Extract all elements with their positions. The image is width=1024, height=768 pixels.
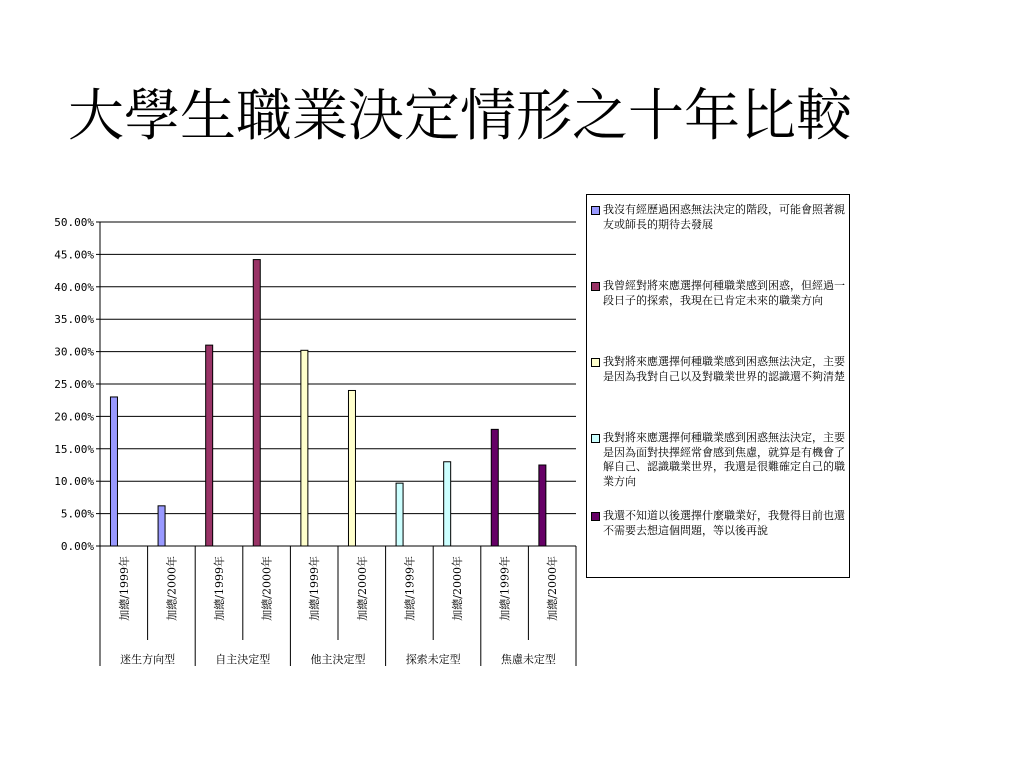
legend-swatch-series-4 xyxy=(591,434,600,443)
legend-entry-series-5 xyxy=(591,509,847,538)
bar xyxy=(206,345,213,546)
legend-entry-series-4 xyxy=(591,431,847,489)
x-subcategory-label: 加總/1999年 xyxy=(498,556,512,621)
y-tick-label: 25.00% xyxy=(54,378,94,391)
gridlines xyxy=(100,222,576,514)
legend-label-series-1: 我沒有經歷過困惑無法決定的階段，可能會照著親友或師長的期待去發展 xyxy=(603,203,845,231)
x-subcategory-label: 加總/2000年 xyxy=(546,556,560,621)
y-tick-label: 45.00% xyxy=(54,248,94,262)
bars xyxy=(110,260,545,546)
x-subcategory-label: 加總/1999年 xyxy=(213,556,226,621)
bar xyxy=(348,390,355,546)
legend-swatch-series-2 xyxy=(591,282,600,291)
bar xyxy=(110,397,117,546)
x-subcategory-label: 加總/1999年 xyxy=(117,556,131,621)
legend-entry-series-3 xyxy=(591,355,847,384)
legend-swatch-series-1 xyxy=(591,206,600,215)
legend-entry-series-1 xyxy=(591,203,847,232)
bar xyxy=(301,350,308,546)
bar xyxy=(491,429,498,546)
x-category-label: 他主決定型 xyxy=(310,653,366,666)
bar xyxy=(539,465,546,546)
slide-title: 大學生職業決定情形之十年比較 xyxy=(68,84,852,149)
y-tick-label: 40.00% xyxy=(54,280,94,294)
x-subcategory-label: 加總/1999年 xyxy=(403,556,417,621)
x-subcategory-label: 加總/2000年 xyxy=(451,556,464,621)
bar xyxy=(444,462,451,546)
y-axis-ticks xyxy=(54,216,94,553)
legend-swatch-series-5 xyxy=(591,512,600,521)
bar xyxy=(253,260,260,546)
legend-label-series-2: 我曾經對將來應選擇何種職業感到困惑，但經過一段日子的探索，我現在已肯定未來的職業方向 xyxy=(603,279,845,307)
y-tick-label: 35.00% xyxy=(54,313,94,327)
bar xyxy=(158,506,165,546)
y-tick-label: 15.00% xyxy=(54,442,94,456)
x-subcategory-label: 加總/2000年 xyxy=(260,556,274,621)
x-category-label: 自主決定型 xyxy=(215,653,271,666)
y-tick-label: 20.00% xyxy=(54,410,94,424)
x-subcategory-label: 加總/2000年 xyxy=(165,556,179,621)
legend-label-series-4: 我對將來應選擇何種職業感到困惑無法決定，主要是因為面對抉擇經常會感到焦慮，就算是有機會了解自己、認識職業世界，我還是很難確定自己的職業方向 xyxy=(603,431,845,488)
x-category-label: 迷生方向型 xyxy=(120,653,176,666)
legend-swatch-series-3 xyxy=(591,358,600,367)
legend-label-series-3: 我對將來應選擇何種職業感到困惑無法決定，主要是因為我對自己以及對職業世界的認識還不夠清楚 xyxy=(603,355,845,383)
y-tick-label: 5.00% xyxy=(60,507,94,521)
y-tick-label: 0.00% xyxy=(60,540,94,553)
x-category-label: 探索未定型 xyxy=(405,653,461,666)
x-category-label: 焦慮未定型 xyxy=(500,653,556,666)
legend-entry-series-2 xyxy=(591,279,847,308)
legend-label-series-5: 我還不知道以後選擇什麼職業好，我覺得目前也還不需要去想這個問題，等以後再說 xyxy=(603,509,845,537)
y-tick-label: 50.00% xyxy=(54,216,94,229)
y-tick-label: 30.00% xyxy=(54,345,94,359)
y-tick-label: 10.00% xyxy=(54,475,94,489)
x-subcategory-label: 加總/2000年 xyxy=(355,556,369,621)
bar xyxy=(396,483,403,546)
x-subcategory-label: 加總/1999年 xyxy=(308,556,322,621)
legend xyxy=(586,194,850,578)
